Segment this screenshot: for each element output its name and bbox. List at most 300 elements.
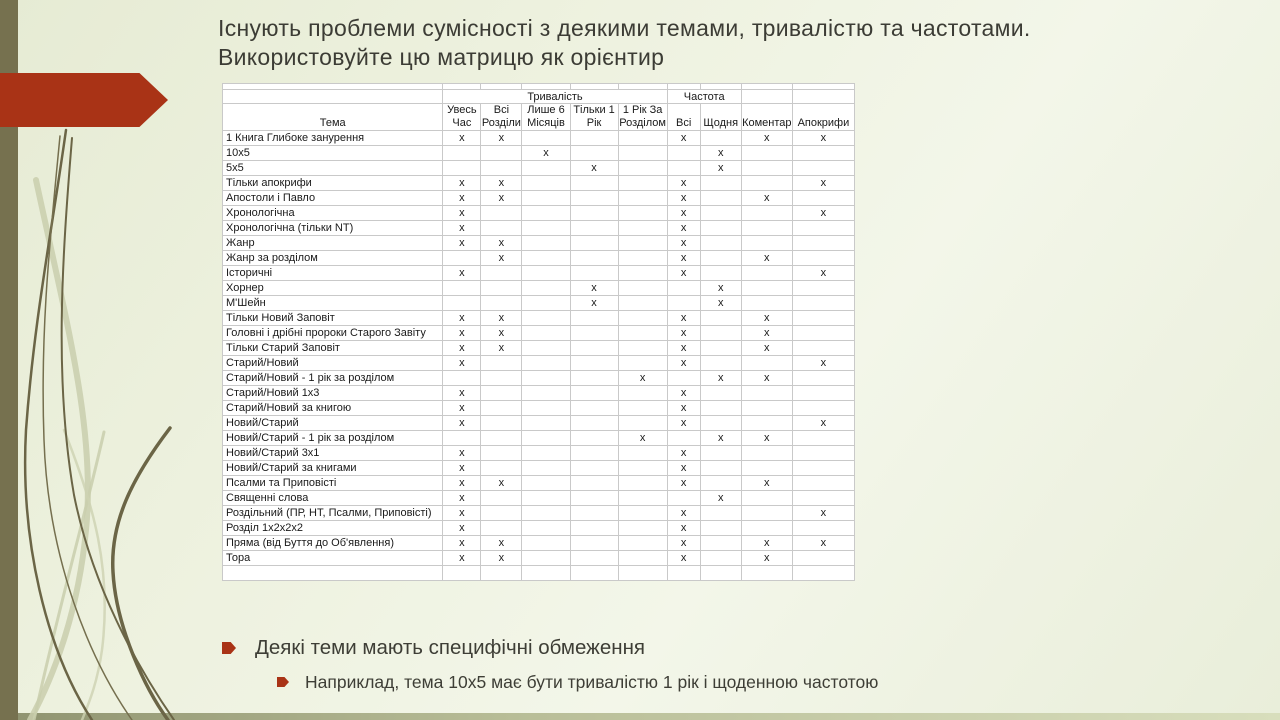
- mark-cell: [618, 236, 667, 251]
- table-row: [223, 266, 855, 281]
- theme-cell: Старий/Новий 1х3: [223, 386, 443, 401]
- mark-cell: [792, 551, 854, 566]
- mark-cell: [700, 131, 741, 146]
- mark-cell: [792, 386, 854, 401]
- mark-cell: x: [667, 386, 700, 401]
- mark-cell: [443, 566, 481, 581]
- mark-cell: x: [443, 221, 481, 236]
- table-row: [223, 206, 855, 221]
- mark-cell: [792, 461, 854, 476]
- column-header-row: [223, 104, 855, 131]
- mark-cell: x: [443, 326, 481, 341]
- mark-cell: [792, 341, 854, 356]
- bullet-item: [222, 636, 645, 660]
- table-row: [223, 281, 855, 296]
- mark-cell: [481, 221, 522, 236]
- table-row: [223, 191, 855, 206]
- mark-cell: x: [443, 401, 481, 416]
- mark-cell: [570, 326, 618, 341]
- mark-cell: x: [443, 416, 481, 431]
- column-header: Всі: [667, 104, 700, 131]
- mark-cell: [618, 266, 667, 281]
- mark-cell: [570, 356, 618, 371]
- mark-cell: [667, 371, 700, 386]
- mark-cell: [700, 251, 741, 266]
- mark-cell: [618, 326, 667, 341]
- mark-cell: [618, 536, 667, 551]
- mark-cell: [522, 461, 570, 476]
- mark-cell: [522, 236, 570, 251]
- mark-cell: [618, 491, 667, 506]
- mark-cell: x: [792, 416, 854, 431]
- table-row: [223, 371, 855, 386]
- theme-cell: [223, 566, 443, 581]
- mark-cell: x: [667, 476, 700, 491]
- mark-cell: x: [667, 266, 700, 281]
- mark-cell: [522, 386, 570, 401]
- mark-cell: x: [792, 266, 854, 281]
- mark-cell: [481, 266, 522, 281]
- mark-cell: [792, 431, 854, 446]
- mark-cell: [522, 416, 570, 431]
- table-row: [223, 236, 855, 251]
- table-row: [223, 461, 855, 476]
- mark-cell: [481, 296, 522, 311]
- theme-cell: Тільки Старий Заповіт: [223, 341, 443, 356]
- theme-cell: Хорнер: [223, 281, 443, 296]
- mark-cell: x: [443, 476, 481, 491]
- mark-cell: x: [792, 176, 854, 191]
- mark-cell: [667, 431, 700, 446]
- table-row: [223, 416, 855, 431]
- mark-cell: x: [481, 341, 522, 356]
- mark-cell: [443, 431, 481, 446]
- theme-cell: Тільки Новий Заповіт: [223, 311, 443, 326]
- table-row: [223, 176, 855, 191]
- column-header: Тільки 1 Рік: [570, 104, 618, 131]
- theme-cell: 10х5: [223, 146, 443, 161]
- mark-cell: [570, 341, 618, 356]
- mark-cell: [700, 446, 741, 461]
- mark-cell: [667, 566, 700, 581]
- mark-cell: [792, 281, 854, 296]
- mark-cell: [443, 371, 481, 386]
- mark-cell: [792, 326, 854, 341]
- mark-cell: x: [443, 506, 481, 521]
- mark-cell: [618, 551, 667, 566]
- mark-cell: x: [700, 491, 741, 506]
- mark-cell: [522, 251, 570, 266]
- theme-cell: Старий/Новий - 1 рік за розділом: [223, 371, 443, 386]
- group-header-duration: Тривалість: [443, 90, 667, 104]
- mark-cell: x: [443, 536, 481, 551]
- mark-cell: x: [700, 296, 741, 311]
- mark-cell: [667, 491, 700, 506]
- mark-cell: [741, 236, 792, 251]
- mark-cell: [618, 281, 667, 296]
- mark-cell: [570, 551, 618, 566]
- mark-cell: [443, 146, 481, 161]
- mark-cell: x: [443, 266, 481, 281]
- column-header: Апокрифи: [792, 104, 854, 131]
- mark-cell: [570, 431, 618, 446]
- mark-cell: [522, 536, 570, 551]
- mark-cell: [667, 281, 700, 296]
- mark-cell: [481, 461, 522, 476]
- mark-cell: [792, 446, 854, 461]
- mark-cell: [700, 221, 741, 236]
- theme-cell: Жанр за розділом: [223, 251, 443, 266]
- mark-cell: x: [667, 326, 700, 341]
- mark-cell: x: [618, 431, 667, 446]
- theme-cell: Священні слова: [223, 491, 443, 506]
- mark-cell: [618, 191, 667, 206]
- mark-cell: x: [570, 281, 618, 296]
- mark-cell: x: [481, 311, 522, 326]
- mark-cell: x: [481, 536, 522, 551]
- mark-cell: x: [570, 296, 618, 311]
- mark-cell: [522, 341, 570, 356]
- mark-cell: x: [443, 206, 481, 221]
- group-header-frequency: Частота: [667, 90, 741, 104]
- mark-cell: [700, 536, 741, 551]
- mark-cell: [570, 131, 618, 146]
- mark-cell: [741, 521, 792, 536]
- mark-cell: [481, 491, 522, 506]
- mark-cell: [792, 221, 854, 236]
- mark-cell: [522, 176, 570, 191]
- mark-cell: [522, 401, 570, 416]
- mark-cell: [741, 491, 792, 506]
- theme-cell: Хронологічна (тільки NT): [223, 221, 443, 236]
- theme-cell: Новий/Старий 3х1: [223, 446, 443, 461]
- mark-cell: [481, 446, 522, 461]
- table-row: [223, 146, 855, 161]
- mark-cell: [792, 401, 854, 416]
- column-header: Лише 6 Місяців: [522, 104, 570, 131]
- mark-cell: x: [667, 506, 700, 521]
- mark-cell: x: [667, 311, 700, 326]
- mark-cell: [522, 476, 570, 491]
- mark-cell: x: [481, 251, 522, 266]
- mark-cell: [522, 506, 570, 521]
- mark-cell: [667, 146, 700, 161]
- mark-cell: [792, 491, 854, 506]
- mark-cell: [618, 401, 667, 416]
- theme-cell: Пряма (від Буття до Об'явлення): [223, 536, 443, 551]
- mark-cell: x: [667, 341, 700, 356]
- mark-cell: [522, 326, 570, 341]
- mark-cell: [618, 341, 667, 356]
- mark-cell: [792, 371, 854, 386]
- mark-cell: [522, 191, 570, 206]
- table-row: [223, 296, 855, 311]
- mark-cell: [741, 296, 792, 311]
- table-row: [223, 221, 855, 236]
- mark-cell: x: [667, 206, 700, 221]
- mark-cell: [570, 311, 618, 326]
- mark-cell: [700, 521, 741, 536]
- mark-cell: [618, 476, 667, 491]
- mark-cell: [792, 161, 854, 176]
- mark-cell: x: [741, 251, 792, 266]
- mark-cell: [443, 281, 481, 296]
- stem-dark-curve: [62, 138, 174, 720]
- stem-dark-curve: [113, 428, 170, 720]
- bullet-arrow-icon: [222, 642, 236, 654]
- mark-cell: x: [443, 131, 481, 146]
- mark-cell: x: [741, 431, 792, 446]
- mark-cell: [618, 161, 667, 176]
- theme-cell: М'Шейн: [223, 296, 443, 311]
- mark-cell: [618, 131, 667, 146]
- mark-cell: [570, 491, 618, 506]
- theme-cell: Хронологічна: [223, 206, 443, 221]
- mark-cell: x: [570, 161, 618, 176]
- mark-cell: [792, 236, 854, 251]
- mark-cell: [570, 191, 618, 206]
- mark-cell: x: [443, 551, 481, 566]
- sub-bullet-text: Наприклад, тема 10х5 має бути тривалістю 1 рік і щоденною частотою: [305, 672, 879, 692]
- mark-cell: [792, 191, 854, 206]
- mark-cell: [481, 416, 522, 431]
- mark-cell: [618, 176, 667, 191]
- bullet-arrow-icon: [277, 677, 289, 687]
- table-row: [223, 326, 855, 341]
- mark-cell: [522, 491, 570, 506]
- mark-cell: [741, 506, 792, 521]
- table-row: [223, 161, 855, 176]
- mark-cell: [700, 476, 741, 491]
- column-header-theme: Тема: [223, 104, 443, 131]
- mark-cell: x: [741, 341, 792, 356]
- group-header-row: [223, 90, 855, 104]
- mark-cell: [570, 416, 618, 431]
- table-row: [223, 311, 855, 326]
- mark-cell: x: [792, 206, 854, 221]
- stem-dark-curve: [43, 136, 132, 720]
- mark-cell: [570, 476, 618, 491]
- mark-cell: [700, 401, 741, 416]
- mark-cell: [792, 566, 854, 581]
- mark-cell: [792, 521, 854, 536]
- mark-cell: [741, 386, 792, 401]
- mark-cell: x: [481, 326, 522, 341]
- mark-cell: [618, 416, 667, 431]
- mark-cell: [570, 221, 618, 236]
- mark-cell: [618, 446, 667, 461]
- mark-cell: x: [443, 521, 481, 536]
- table-row: [223, 341, 855, 356]
- empty-cell: [741, 90, 792, 104]
- mark-cell: [522, 281, 570, 296]
- mark-cell: [522, 206, 570, 221]
- mark-cell: x: [443, 236, 481, 251]
- mark-cell: [618, 251, 667, 266]
- mark-cell: [570, 236, 618, 251]
- mark-cell: [741, 281, 792, 296]
- mark-cell: [481, 521, 522, 536]
- mark-cell: [700, 416, 741, 431]
- mark-cell: [700, 461, 741, 476]
- mark-cell: [618, 461, 667, 476]
- mark-cell: [522, 266, 570, 281]
- theme-cell: Тільки апокрифи: [223, 176, 443, 191]
- mark-cell: [741, 221, 792, 236]
- mark-cell: [741, 461, 792, 476]
- mark-cell: [792, 476, 854, 491]
- mark-cell: [792, 311, 854, 326]
- mark-cell: [522, 371, 570, 386]
- mark-cell: x: [792, 356, 854, 371]
- mark-cell: x: [792, 506, 854, 521]
- theme-cell: Старий/Новий за книгою: [223, 401, 443, 416]
- mark-cell: x: [667, 416, 700, 431]
- mark-cell: x: [700, 281, 741, 296]
- theme-cell: Жанр: [223, 236, 443, 251]
- mark-cell: x: [792, 131, 854, 146]
- mark-cell: [570, 536, 618, 551]
- theme-cell: Новий/Старий: [223, 416, 443, 431]
- table-row: [223, 446, 855, 461]
- mark-cell: x: [667, 551, 700, 566]
- mark-cell: x: [443, 386, 481, 401]
- table-row: [223, 401, 855, 416]
- mark-cell: x: [667, 221, 700, 236]
- mark-cell: [700, 311, 741, 326]
- mark-cell: [570, 371, 618, 386]
- stem-light-curve: [30, 180, 88, 720]
- theme-cell: 5х5: [223, 161, 443, 176]
- theme-cell: Історичні: [223, 266, 443, 281]
- mark-cell: x: [481, 551, 522, 566]
- mark-cell: [700, 176, 741, 191]
- mark-cell: [792, 146, 854, 161]
- mark-cell: [700, 356, 741, 371]
- column-header: Увесь Час: [443, 104, 481, 131]
- table-row: [223, 476, 855, 491]
- mark-cell: [522, 446, 570, 461]
- mark-cell: [741, 161, 792, 176]
- mark-cell: [570, 206, 618, 221]
- compatibility-matrix: [222, 83, 855, 581]
- mark-cell: x: [618, 371, 667, 386]
- mark-cell: x: [667, 356, 700, 371]
- mark-cell: [481, 371, 522, 386]
- mark-cell: [443, 161, 481, 176]
- sub-bullet-item: [277, 672, 878, 693]
- theme-cell: Новий/Старий за книгами: [223, 461, 443, 476]
- mark-cell: x: [741, 311, 792, 326]
- theme-cell: 1 Книга Глибоке занурення: [223, 131, 443, 146]
- theme-cell: Роздільний (ПР, НТ, Псалми, Приповісті): [223, 506, 443, 521]
- mark-cell: [570, 461, 618, 476]
- mark-cell: x: [667, 176, 700, 191]
- mark-cell: [700, 551, 741, 566]
- mark-cell: x: [741, 326, 792, 341]
- mark-cell: [570, 266, 618, 281]
- mark-cell: x: [667, 461, 700, 476]
- mark-cell: [570, 251, 618, 266]
- mark-cell: [618, 566, 667, 581]
- mark-cell: [522, 161, 570, 176]
- mark-cell: x: [667, 236, 700, 251]
- table-row: [223, 566, 855, 581]
- mark-cell: x: [792, 536, 854, 551]
- mark-cell: x: [481, 131, 522, 146]
- mark-cell: [741, 176, 792, 191]
- mark-cell: [700, 206, 741, 221]
- theme-cell: Псалми та Приповісті: [223, 476, 443, 491]
- mark-cell: [741, 401, 792, 416]
- column-header: Коментар: [741, 104, 792, 131]
- mark-cell: [618, 506, 667, 521]
- mark-cell: [700, 506, 741, 521]
- mark-cell: [741, 446, 792, 461]
- mark-cell: x: [443, 341, 481, 356]
- theme-cell: Новий/Старий - 1 рік за розділом: [223, 431, 443, 446]
- table-row: [223, 251, 855, 266]
- mark-cell: [481, 401, 522, 416]
- table-row: [223, 491, 855, 506]
- mark-cell: x: [481, 191, 522, 206]
- theme-cell: Старий/Новий: [223, 356, 443, 371]
- mark-cell: [700, 341, 741, 356]
- table-row: [223, 386, 855, 401]
- mark-cell: [481, 386, 522, 401]
- mark-cell: x: [481, 176, 522, 191]
- mark-cell: x: [481, 476, 522, 491]
- mark-cell: x: [481, 236, 522, 251]
- table-row: [223, 356, 855, 371]
- mark-cell: x: [741, 551, 792, 566]
- mark-cell: [792, 251, 854, 266]
- column-header: Щодня: [700, 104, 741, 131]
- mark-cell: [618, 296, 667, 311]
- mark-cell: x: [741, 131, 792, 146]
- mark-cell: [481, 506, 522, 521]
- mark-cell: x: [700, 146, 741, 161]
- mark-cell: [700, 326, 741, 341]
- mark-cell: [481, 566, 522, 581]
- red-arrow-shape: [0, 73, 168, 127]
- mark-cell: [481, 356, 522, 371]
- mark-cell: [570, 566, 618, 581]
- matrix-table: [222, 83, 855, 581]
- mark-cell: x: [741, 371, 792, 386]
- mark-cell: [700, 566, 741, 581]
- mark-cell: x: [667, 401, 700, 416]
- mark-cell: [481, 161, 522, 176]
- mark-cell: x: [741, 536, 792, 551]
- table-row: [223, 131, 855, 146]
- mark-cell: x: [443, 176, 481, 191]
- mark-cell: x: [443, 356, 481, 371]
- theme-cell: Розділ 1х2х2х2: [223, 521, 443, 536]
- table-row: [223, 506, 855, 521]
- mark-cell: [667, 296, 700, 311]
- mark-cell: [570, 401, 618, 416]
- mark-cell: [570, 521, 618, 536]
- mark-cell: [741, 266, 792, 281]
- table-row: [223, 536, 855, 551]
- mark-cell: [667, 161, 700, 176]
- mark-cell: x: [741, 476, 792, 491]
- column-header: Всі Розділи: [481, 104, 521, 129]
- mark-cell: [481, 281, 522, 296]
- mark-cell: x: [667, 191, 700, 206]
- mark-cell: [522, 296, 570, 311]
